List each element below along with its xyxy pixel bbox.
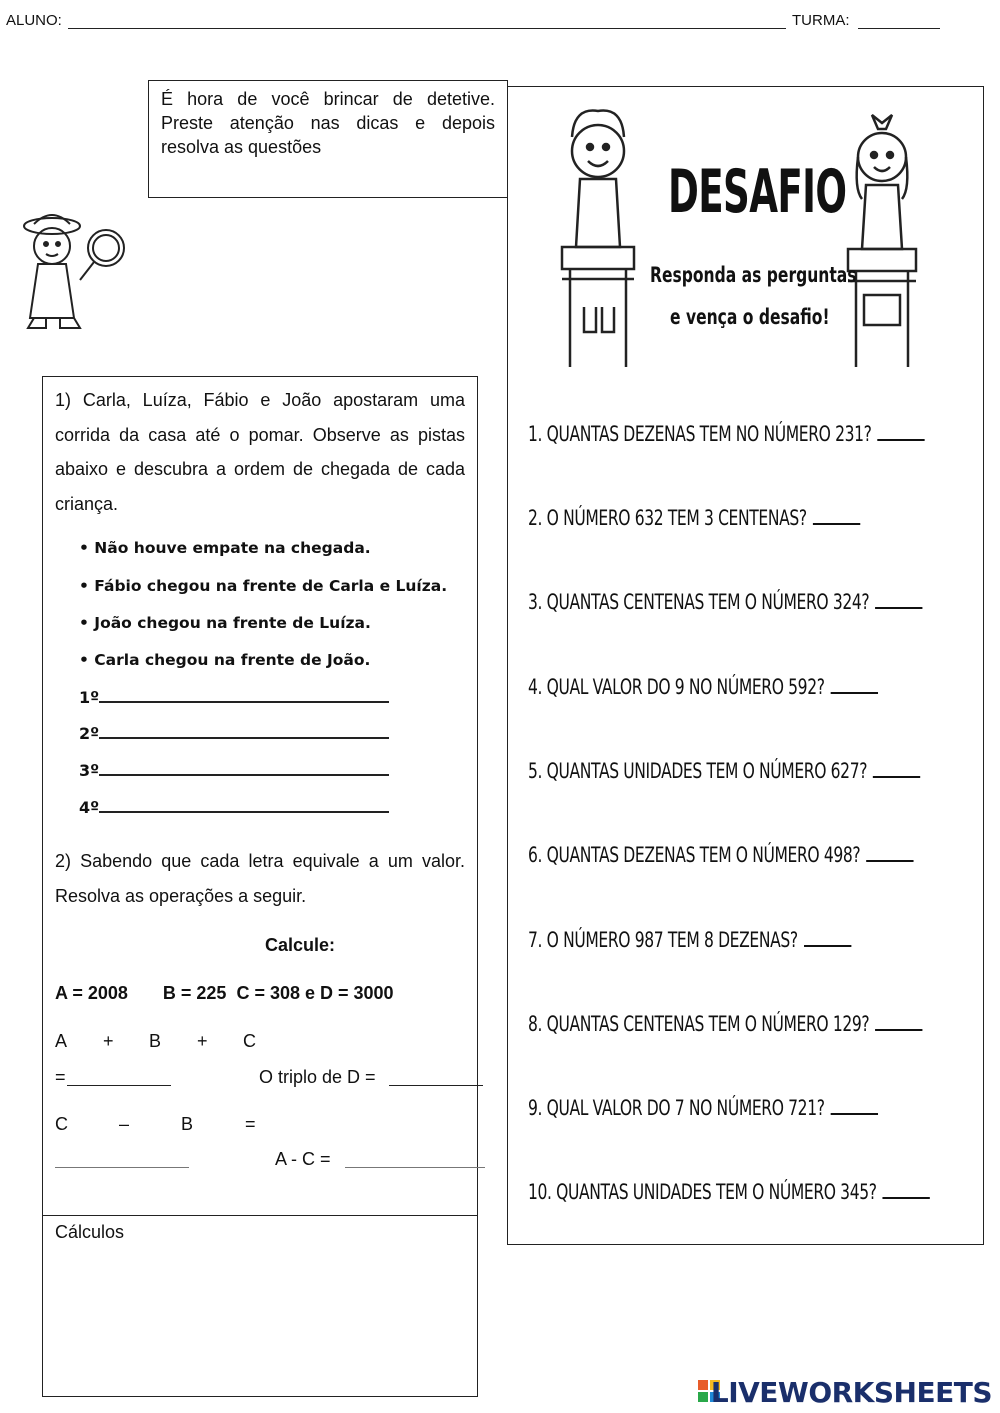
intro-box bbox=[148, 80, 508, 198]
detective-illustration bbox=[10, 208, 130, 332]
challenge-question-10 bbox=[528, 1177, 930, 1204]
challenge-answer-1[interactable] bbox=[877, 419, 924, 441]
challenge-question-9-text: 9. QUAL VALOR DO 7 NO NÚMERO 721? bbox=[528, 1096, 825, 1120]
op2-answer-line[interactable] bbox=[389, 1085, 483, 1086]
place-4-answer[interactable] bbox=[79, 797, 389, 817]
op1-answer-line[interactable] bbox=[67, 1085, 171, 1086]
challenge-question-2-text: 2. O NÚMERO 632 TEM 3 CENTENAS? bbox=[528, 506, 807, 530]
place-2-answer[interactable] bbox=[79, 723, 389, 743]
challenge-question-2 bbox=[528, 503, 860, 530]
challenge-question-7 bbox=[528, 925, 851, 952]
op1-equals: = bbox=[55, 1067, 66, 1087]
op2-label: O triplo de D = bbox=[259, 1067, 376, 1087]
liveworksheets-brand[interactable]: LIVEWORKSHEETS bbox=[710, 1376, 992, 1409]
boy-at-desk-illustration bbox=[558, 107, 638, 367]
clue-4: • Carla chegou na frente de João. bbox=[79, 651, 371, 669]
op1-a: A bbox=[55, 1031, 68, 1051]
calculations-box[interactable] bbox=[42, 1215, 478, 1397]
challenge-answer-9[interactable] bbox=[831, 1093, 878, 1115]
op3-c: C bbox=[55, 1114, 68, 1134]
challenge-subtitle-2: e vença o desafio! bbox=[670, 305, 830, 329]
challenge-question-5-text: 5. QUANTAS UNIDADES TEM O NÚMERO 627? bbox=[528, 759, 868, 783]
calc-title: Calcule: bbox=[265, 935, 336, 955]
calculations-label: Cálculos bbox=[55, 1222, 125, 1242]
challenge-question-7-text: 7. O NÚMERO 987 TEM 8 DEZENAS? bbox=[528, 928, 798, 952]
question1-statement: 1) Carla, Luíza, Fábio e João apostaram uma corrida da casa até o pomar. Observe as pistas abaixo e descubra a ordem de chegada de cada criança. bbox=[55, 390, 465, 514]
place-3-line[interactable] bbox=[99, 760, 389, 776]
challenge-question-10-text: 10. QUANTAS UNIDADES TEM O NÚMERO 345? bbox=[528, 1180, 877, 1204]
class-field[interactable] bbox=[858, 28, 940, 29]
challenge-answer-10[interactable] bbox=[883, 1177, 930, 1199]
challenge-question-8 bbox=[528, 1009, 923, 1036]
challenge-answer-5[interactable] bbox=[873, 756, 920, 778]
challenge-question-9 bbox=[528, 1093, 878, 1120]
challenge-question-4 bbox=[528, 672, 878, 699]
girl-at-desk-illustration bbox=[842, 109, 922, 367]
op3-b: B bbox=[181, 1114, 194, 1134]
challenge-answer-7[interactable] bbox=[804, 925, 851, 947]
challenge-question-3-text: 3. QUANTAS CENTENAS TEM O NÚMERO 324? bbox=[528, 590, 870, 614]
op1-plus1: + bbox=[103, 1031, 114, 1051]
clue-2: • Fábio chegou na frente de Carla e Luíza. bbox=[79, 577, 448, 595]
challenge-question-1 bbox=[528, 419, 925, 446]
op1-plus2: + bbox=[197, 1031, 208, 1051]
student-label: ALUNO: bbox=[6, 12, 62, 29]
class-label: TURMA: bbox=[792, 12, 850, 29]
challenge-answer-3[interactable] bbox=[875, 587, 922, 609]
challenge-question-1-text: 1. QUANTAS DEZENAS TEM NO NÚMERO 231? bbox=[528, 422, 872, 446]
challenge-question-6-text: 6. QUANTAS DEZENAS TEM O NÚMERO 498? bbox=[528, 843, 861, 867]
clue-1: • Não houve empate na chegada. bbox=[79, 539, 371, 557]
letter-values: A = 2008 B = 225 C = 308 e D = 3000 bbox=[55, 983, 394, 1003]
challenge-question-5 bbox=[528, 756, 920, 783]
challenge-question-4-text: 4. QUAL VALOR DO 9 NO NÚMERO 592? bbox=[528, 675, 825, 699]
questions-box bbox=[42, 376, 478, 1216]
place-3-label: 3º bbox=[79, 761, 100, 780]
challenge-question-6 bbox=[528, 840, 914, 867]
intro-text: É hora de você brincar de detetive. Preste atenção nas dicas e depois resolva as questões bbox=[161, 89, 495, 157]
challenge-title: DESAFIO bbox=[668, 157, 847, 227]
challenge-answer-4[interactable] bbox=[831, 672, 878, 694]
place-1-line[interactable] bbox=[99, 687, 389, 703]
place-4-label: 4º bbox=[79, 798, 100, 817]
challenge-question-3 bbox=[528, 587, 923, 614]
question2-statement: 2) Sabendo que cada letra equivale a um valor. Resolva as operações a seguir. bbox=[55, 851, 465, 906]
challenge-answer-2[interactable] bbox=[813, 503, 860, 525]
op3-equals: = bbox=[245, 1114, 256, 1134]
op1-c: C bbox=[243, 1031, 256, 1051]
challenge-question-8-text: 8. QUANTAS CENTENAS TEM O NÚMERO 129? bbox=[528, 1012, 870, 1036]
place-2-label: 2º bbox=[79, 724, 100, 743]
challenge-answer-8[interactable] bbox=[875, 1009, 922, 1031]
challenge-panel bbox=[507, 86, 984, 1245]
op1-b: B bbox=[149, 1031, 162, 1051]
op4-label: A - C = bbox=[275, 1149, 331, 1169]
op3-answer-line[interactable] bbox=[55, 1167, 189, 1168]
student-name-field[interactable] bbox=[68, 28, 786, 29]
place-2-line[interactable] bbox=[99, 723, 389, 739]
clue-3: • João chegou na frente de Luíza. bbox=[79, 614, 371, 632]
place-1-answer[interactable] bbox=[79, 687, 389, 707]
challenge-answer-6[interactable] bbox=[866, 840, 913, 862]
place-1-label: 1º bbox=[79, 688, 100, 707]
challenge-subtitle-1: Responda as perguntas bbox=[650, 263, 857, 287]
op4-answer-line[interactable] bbox=[345, 1167, 485, 1168]
op3-minus: – bbox=[119, 1114, 130, 1134]
place-3-answer[interactable] bbox=[79, 760, 389, 780]
place-4-line[interactable] bbox=[99, 797, 389, 813]
